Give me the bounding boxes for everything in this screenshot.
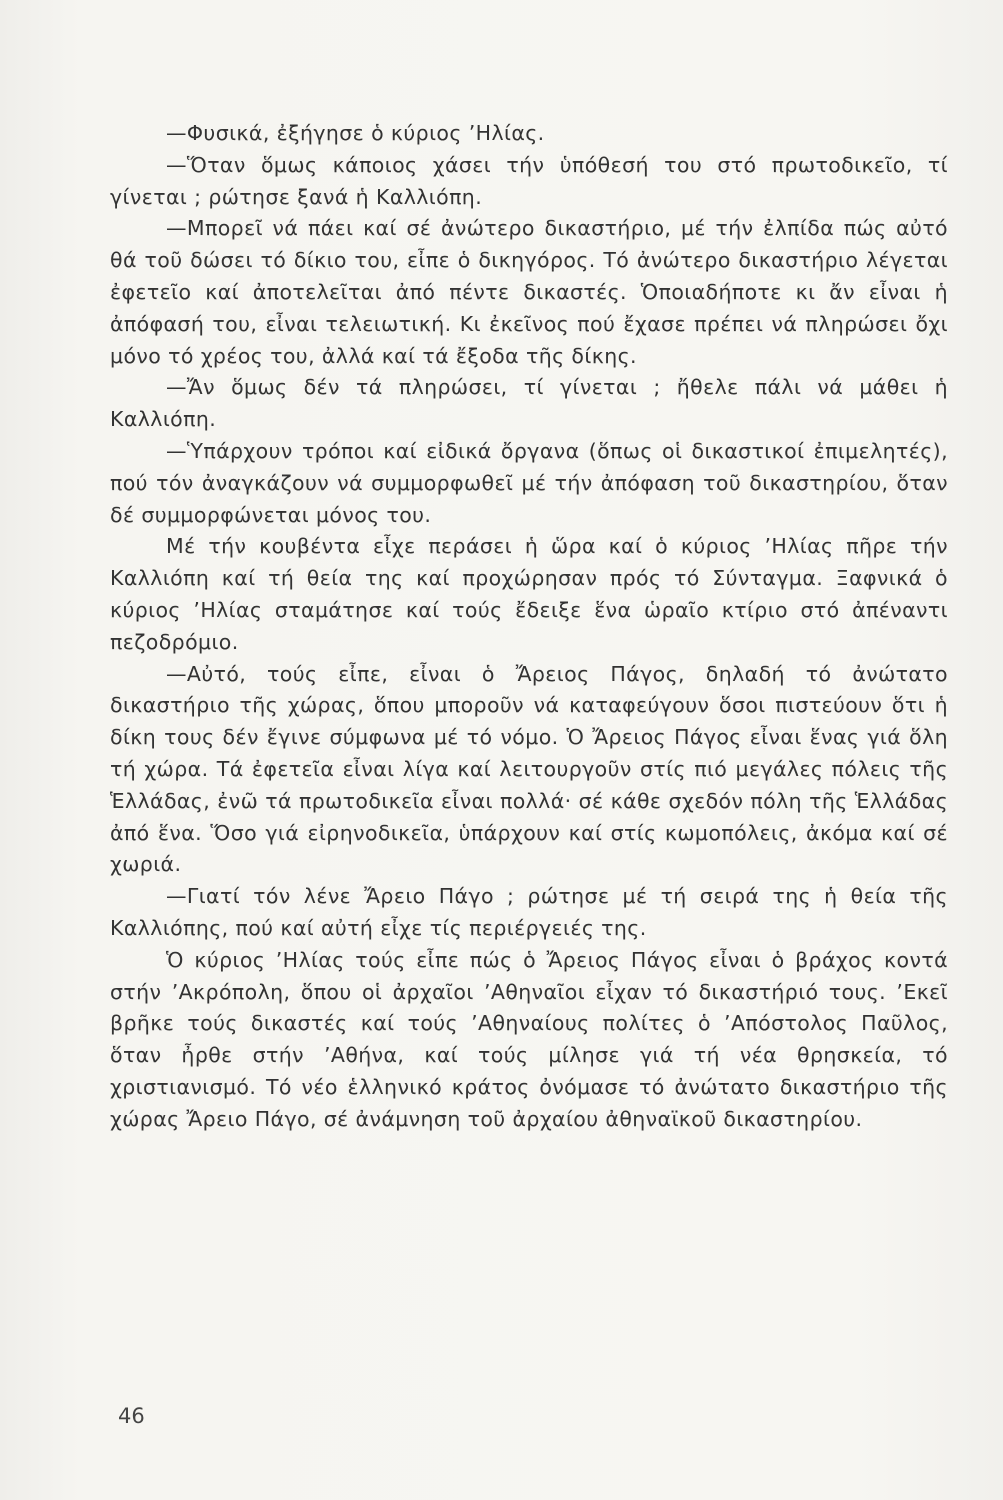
paragraph: Μέ τήν κουβέντα εἶχε περάσει ἡ ὥρα καί ὁ κύριος ’Ηλίας πῆρε τήν Καλλιόπη καί τή θεία της καί προχώρησαν πρός τό Σύνταγμα. Ξαφνικά ὁ κύριος ’Ηλίας σταμάτησε καί τούς ἔδειξε ἕνα ὡραῖο κτίριο στό ἀπέναντι πεζοδρόμιο. [110,534,948,654]
page-number: 46 [118,1404,145,1428]
paragraph: —Ἄν ὅμως δέν τά πληρώσει, τί γίνεται ; ἤθελε πάλι νά μάθει ἡ Καλλιόπη. [110,375,948,432]
paragraph: Ὁ κύριος ’Ηλίας τούς εἶπε πώς ὁ Ἄρειος Πάγος εἶναι ὁ βράχος κοντά στήν ’Ακρόπολη, ὅπου οἱ ἀρχαῖοι ’Αθηναῖοι εἶχαν τό δικαστήριό τους. ’Εκεῖ βρῆκε τούς δικαστές καί τούς ’Αθηναίους πολίτες ὁ ’Απόστολος Παῦλος, ὅταν ἦρθε στήν ’Αθήνα, καί τούς μίλησε γιά τή νέα θρησκεία, τό χριστιανισμό. Τό νέο ἑλληνικό κράτος ὀνόμασε τό ἀνώτατο δικαστήριο τῆς χώρας Ἄρειο Πάγο, σέ ἀνάμνηση τοῦ ἀρχαίου ἀθηναϊκοῦ δικαστηρίου. [110,947,948,1131]
paragraph: —Ὑπάρχουν τρόποι καί εἰδικά ὄργανα (ὅπως οἱ δικαστικοί ἐπιμελητές), πού τόν ἀναγκάζουν νά συμμορφωθεῖ μέ τήν ἀπόφαση τοῦ δικαστηρίου, ὅταν δέ συμμορφώνεται μόνος του. [110,438,948,527]
paragraph: —Μπορεῖ νά πάει καί σέ ἀνώτερο δικαστήριο, μέ τήν ἐλπίδα πώς αὐτό θά τοῦ δώσει τό δίκιο του, εἶπε ὁ δικηγόρος. Τό ἀνώτερο δικαστήριο λέγεται ἐφετεῖο καί ἀποτελεῖται ἀπό πέντε δικαστές. Ὁποιαδήποτε κι ἄν εἶναι ἡ ἀπόφασή του, εἶναι τελειωτική. Κι ἐκεῖνος πού ἔχασε πρέπει νά πληρώσει ὄχι μόνο τό χρέος του, ἀλλά καί τά ἔξοδα τῆς δίκης. [110,216,948,368]
paragraph: —Γιατί τόν λένε Ἄρειο Πάγο ; ρώτησε μέ τή σειρά της ἡ θεία τῆς Καλλιόπης, πού καί αὐτή εἶχε τίς περιέργειές της. [110,884,948,940]
paragraph: —Αὐτό, τούς εἶπε, εἶναι ὁ Ἄρειος Πάγος, δηλαδή τό ἀνώτατο δικαστήριο τῆς χώρας, ὅπου μποροῦν νά καταφεύγουν ὅσοι πιστεύουν ὅτι ἡ δίκη τους δέν ἔγινε σύμφωνα μέ τό νόμο. Ὁ Ἄρειος Πάγος εἶναι ἕνας γιά ὅλη τή χώρα. Τά ἐφετεῖα εἶναι λίγα καί λειτουργοῦν στίς πιό μεγάλες πόλεις τῆς Ἑλλάδας, ἐνῶ τά πρωτοδικεῖα εἶναι πολλά· σέ κάθε σχεδόν πόλη τῆς Ἑλλάδας ἀπό ἕνα. Ὅσο γιά εἰρηνοδικεῖα, ὑπάρχουν καί στίς κωμοπόλεις, ἀκόμα καί σέ χωριά. [110,661,948,877]
body-text [110,118,948,1136]
paragraph: —Ὅταν ὅμως κάποιος χάσει τήν ὑπόθεσή του στό πρωτοδικεῖο, τί γίνεται ; ρώτησε ξανά ἡ Καλλιόπη. [110,152,948,209]
paragraph: —Φυσικά, ἐξήγησε ὁ κύριος ’Ηλίας. [166,121,545,145]
